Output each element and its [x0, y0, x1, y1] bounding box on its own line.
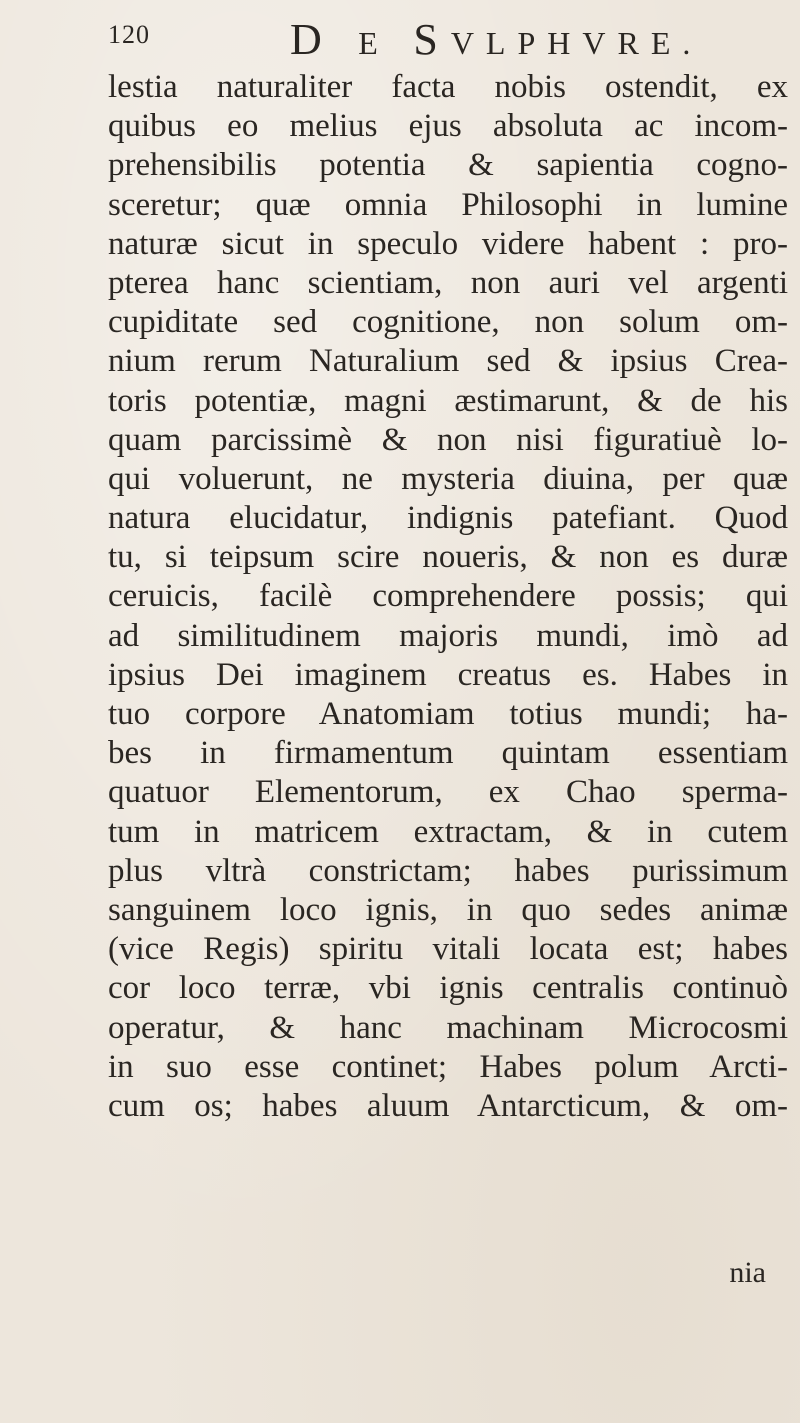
text-line: pterea hanc scientiam, non auri vel argenti [108, 264, 788, 301]
body-text [108, 68, 788, 1126]
running-head-initial-2: S [413, 15, 451, 64]
text-line: in suo esse continet; Habes polum Arcti- [108, 1048, 788, 1085]
text-line: lestia naturaliter facta nobis ostendit, ex [108, 69, 788, 105]
running-head-initial-1: D [290, 15, 335, 64]
catchword: nia [729, 1256, 766, 1289]
running-head-rest-1: E [358, 25, 390, 61]
text-line: quibus eo melius ejus absoluta ac incom- [108, 108, 788, 145]
text-line: naturæ sicut in speculo videre habent : pro- [108, 225, 788, 262]
text-line: bes in firmamentum quintam essentiam [108, 735, 788, 772]
text-line: operatur, & hanc machinam Microcosmi [108, 1009, 788, 1046]
text-line: sceretur; quæ omnia Philosophi in lumine [108, 186, 788, 223]
text-line: tum in matricem extractam, & in cutem [108, 813, 788, 850]
text-line: toris potentiæ, magni æstimarunt, & de his [108, 382, 788, 419]
text-line: cupiditate sed cognitione, non solum om- [108, 304, 788, 341]
page-number: 120 [108, 20, 150, 49]
text-line: sanguinem loco ignis, in quo sedes animæ [108, 891, 788, 928]
running-head-rest-2: VLPHVRE. [450, 25, 703, 61]
text-line: qui voluerunt, ne mysteria diuina, per quæ [108, 460, 788, 497]
text-line: prehensibilis potentia & sapientia cogno- [108, 147, 788, 184]
text-line: tuo corpore Anatomiam totius mundi; ha- [108, 696, 788, 732]
text-line: nium rerum Naturalium sed & ipsius Crea- [108, 343, 788, 380]
text-line: quam parcissimè & non nisi figuratiuè lo- [108, 421, 788, 458]
text-line: ipsius Dei imaginem creatus es. Habes in [108, 656, 788, 693]
text-line: natura elucidatur, indignis patefiant. Quod [108, 500, 788, 537]
text-line: ceruicis, facilè comprehendere possis; qui [108, 578, 788, 615]
text-line: (vice Regis) spiritu vitali locata est; habes [108, 931, 788, 968]
page-header [108, 14, 760, 64]
text-line: plus vltrà constrictam; habes purissimum [108, 852, 788, 889]
text-line: tu, si teipsum scire noueris, & non es duræ [108, 539, 788, 576]
running-head [290, 14, 702, 65]
text-line: ad similitudinem majoris mundi, imò ad [108, 617, 788, 654]
text-line: quatuor Elementorum, ex Chao sperma- [108, 774, 788, 811]
text-line: cor loco terræ, vbi ignis centralis continuò [108, 970, 788, 1007]
text-line: cum os; habes aluum Antarcticum, & om- [108, 1087, 788, 1124]
